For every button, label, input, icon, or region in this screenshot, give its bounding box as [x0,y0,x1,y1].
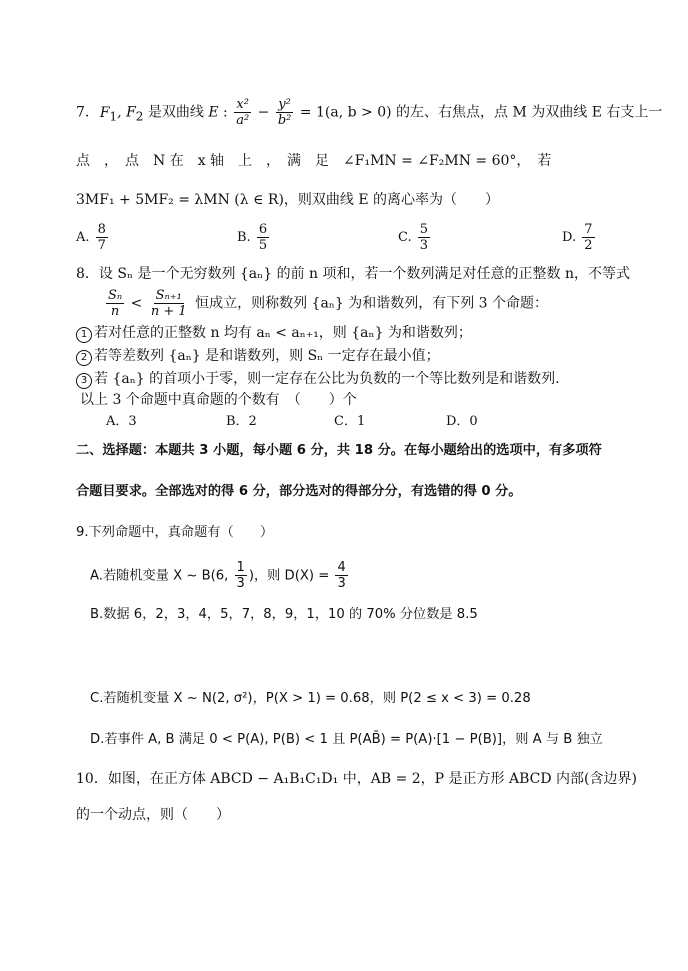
q7-fraction-x: $\frac{\text{x²}}{\text{a²}}$ [236,97,250,128]
q7-text: E [208,104,219,121]
q7-text: = 1(a, b > 0) 的左、右焦点，点 M 为双曲线 E 右支上一 [295,104,663,121]
q7-number: 7. [76,104,90,121]
section-2-heading: 二、选择题：本题共 3 小题，每小题 6 分，共 18 分。在每小题给出的选项中，有多项符 [76,443,602,458]
q9-option-a: A.若随机变量 X ~ B(6, $\frac{1}{3}$ )，则 D(X) = $\frac{4}{3}$ [90,560,346,591]
q8-line-1: 8．设 Sₙ 是一个无穷数列 {aₙ} 的前 n 项和，若一个数列满足对任意的正整数 n，不等式 [76,266,630,282]
q8-item-3: 3 若 {aₙ} 的首项小于零，则一定存在公比为负数的一个等比数列是和谐数列. [76,370,560,389]
q8-option-a: A．3 [106,414,137,429]
q7-option-d: D. $\frac{7}{2}$ [562,222,593,253]
q9-stem: 9.下列命题中，真命题有（ ） [76,525,274,540]
q8-fraction-2: $\frac{\text{Sₙ₊₁}}{n + 1}$ [150,288,187,319]
q8-item-2: 2 若等差数列 {aₙ} 是和谐数列，则 Sₙ 一定存在最小值； [76,347,440,366]
section-2-instructions: 合题目要求。全部选对的得 6 分，部分选对的得部分分，有选错的得 0 分。 [76,484,522,499]
q7-text: : [218,104,233,121]
q7-text: − [253,104,274,121]
q9-option-c: C.若随机变量 X ~ N(2, σ²)，P(X > 1) = 0.68，则 P(2 ≤ x < 3) = 0.28 [90,691,531,706]
q8-option-d: D．0 [446,414,478,429]
q7-option-a: A. $\frac{8}{7}$ [76,222,106,253]
q7-line-1 [76,97,662,128]
q9-option-d: D.若事件 A, B 满足 0 < P(A), P(B) < 1 且 P(AB̄) = P(A)·[1 − P(B)]，则 A 与 B 独立 [90,732,603,747]
q7-option-c: C. $\frac{5}{3}$ [398,222,429,253]
q7-option-b: B. $\frac{6}{5}$ [237,222,268,253]
q8-fraction-1: $\frac{\text{Sₙ}}{n}$ [108,288,123,319]
q8-item-1: 1 若对任意的正整数 n 均有 aₙ < aₙ₊₁，则 {aₙ} 为和谐数列； [76,324,472,343]
q7-text: F [99,104,110,121]
q7-text: 1 [109,109,118,124]
q10-line-2: 的一个动点，则（ ） [76,807,230,823]
q10-line-1: 10．如图，在正方体 ABCD − A₁B₁C₁D₁ 中，AB = 2，P 是正方形 ABCD 内部(含边界) [76,771,637,787]
q7-line-2: 点 ， 点 N 在 x 轴 上 ， 满 足 ∠F₁MN = ∠F₂MN = 60°， 若 [76,153,552,169]
q7-text: 2 [135,109,144,124]
q9-option-b: B.数据 6，2，3，4，5，7，8，9，1，10 的 70% 分位数是 8.5 [90,607,478,622]
q8-option-c: C．1 [334,414,366,429]
q7-line-3: 3MF₁ + 5MF₂ = λMN (λ ∈ R)，则双曲线 E 的离心率为（ ） [76,192,500,208]
q7-text: 是双曲线 [143,104,209,121]
q8-line-3: 以上 3 个命题中真命题的个数有 （ ）个 [80,392,357,408]
q8-option-b: B．2 [226,414,257,429]
q8-line-2: $\frac{\text{Sₙ}}{n}$ < $\frac{\text{Sₙ₊₁}}{n + 1}$ 恒成立，则称数列 {aₙ} 为和谐数列，有下列 3 个命题： [108,288,549,319]
q7-fraction-y: $\frac{\text{y²}}{\text{b²}}$ [277,97,292,128]
q7-text: , F [117,104,136,121]
